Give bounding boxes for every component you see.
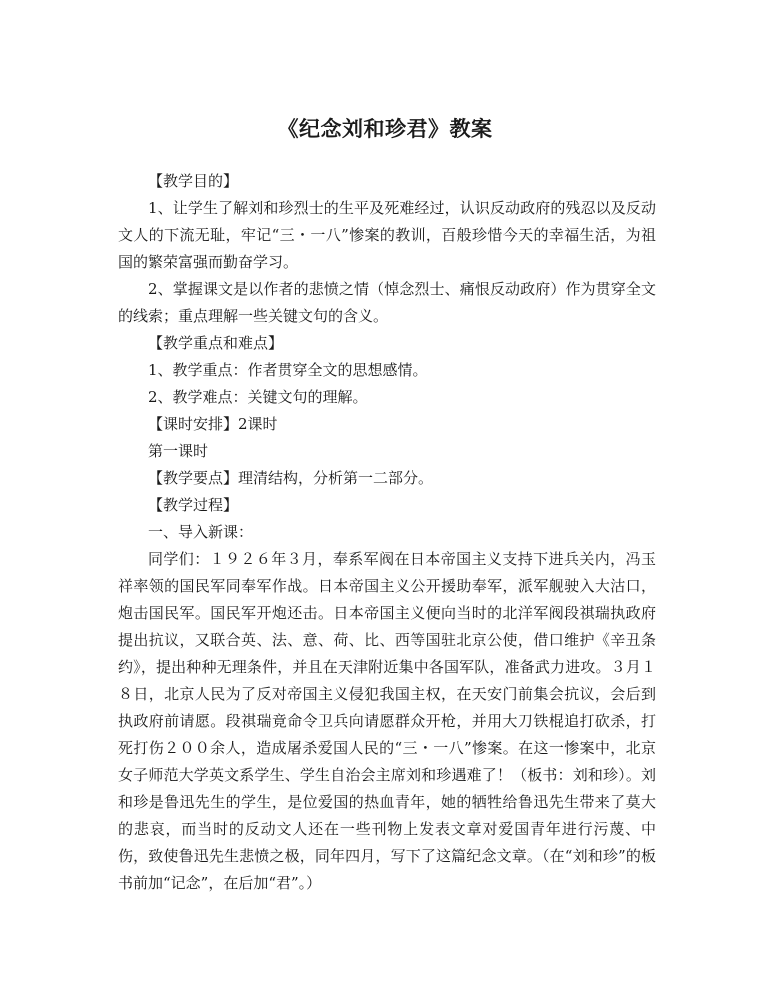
section-heading-process: 【教学过程】 [148,496,239,514]
lesson-label: 第一课时 [148,442,209,460]
objective-1: 1、让学生了解刘和珍烈士的生平及死难经过，认识反动政府的残忍以及反动文人的下流无耻，牢记“三・一八”惨案的教训，百般珍惜今天的幸福生活，为祖国的繁荣富强而勤奋学习。 [118,199,656,271]
section-heading-schedule: 【课时安排】2课时 [148,415,278,433]
section-heading-objectives: 【教学目的】 [148,172,239,190]
objective-2: 2、掌握课文是以作者的悲愤之情（悼念烈士、痛恨反动政府）作为贯穿全文的线索；重点理解一些关键文句的含义。 [118,280,656,325]
section-heading-key-points: 【教学重点和难点】 [148,334,284,352]
key-point-1: 1、教学重点：作者贯穿全文的思想感情。 [148,361,428,379]
document-body [118,168,656,897]
step-heading-introduction: 一、导入新课： [148,523,254,541]
section-heading-lesson-points: 【教学要点】理清结构，分析第一二部分。 [148,469,434,487]
introduction-paragraph: 同学们：１９２６年３月，奉系军阀在日本帝国主义支持下进兵关内，冯玉祥率领的国民军同奉军作战。日本帝国主义公开援助奉军，派军舰驶入大沽口，炮击国民军。国民军开炮还击。日本帝国主义便向当时的北洋军阀段祺瑞执政府提出抗议，又联合英、法、意、荷、比、西等国驻北京公使，借口维护《辛丑条约》，提出种种无理条件，并且在天津附近集中各国军队，准备武力进攻。３月１８日，北京人民为了反对帝国主义侵犯我国主权，在天安门前集会抗议，会后到执政府前请愿。段祺瑞竟命令卫兵向请愿群众开枪，并用大刀铁棍追打砍杀，打死打伤２００余人，造成屠杀爱国人民的“三・一八”惨案。在这一惨案中，北京女子师范大学英文系学生、学生自治会主席刘和珍遇难了！（板书：刘和珍）。刘和珍是鲁迅先生的学生，是位爱国的热血青年，她的牺牲给鲁迅先生带来了莫大的悲哀，而当时的反动文人还在一些刊物上发表文章对爱国青年进行污蔑、中伤，致使鲁迅先生悲愤之极，同年四月，写下了这篇纪念文章。（在“刘和珍”的板书前加“记念”，在后加“君”。） [118,550,656,892]
document-title: 《纪念刘和珍君》教案 [277,116,493,141]
key-point-2: 2、教学难点：关键文句的理解。 [148,388,368,406]
